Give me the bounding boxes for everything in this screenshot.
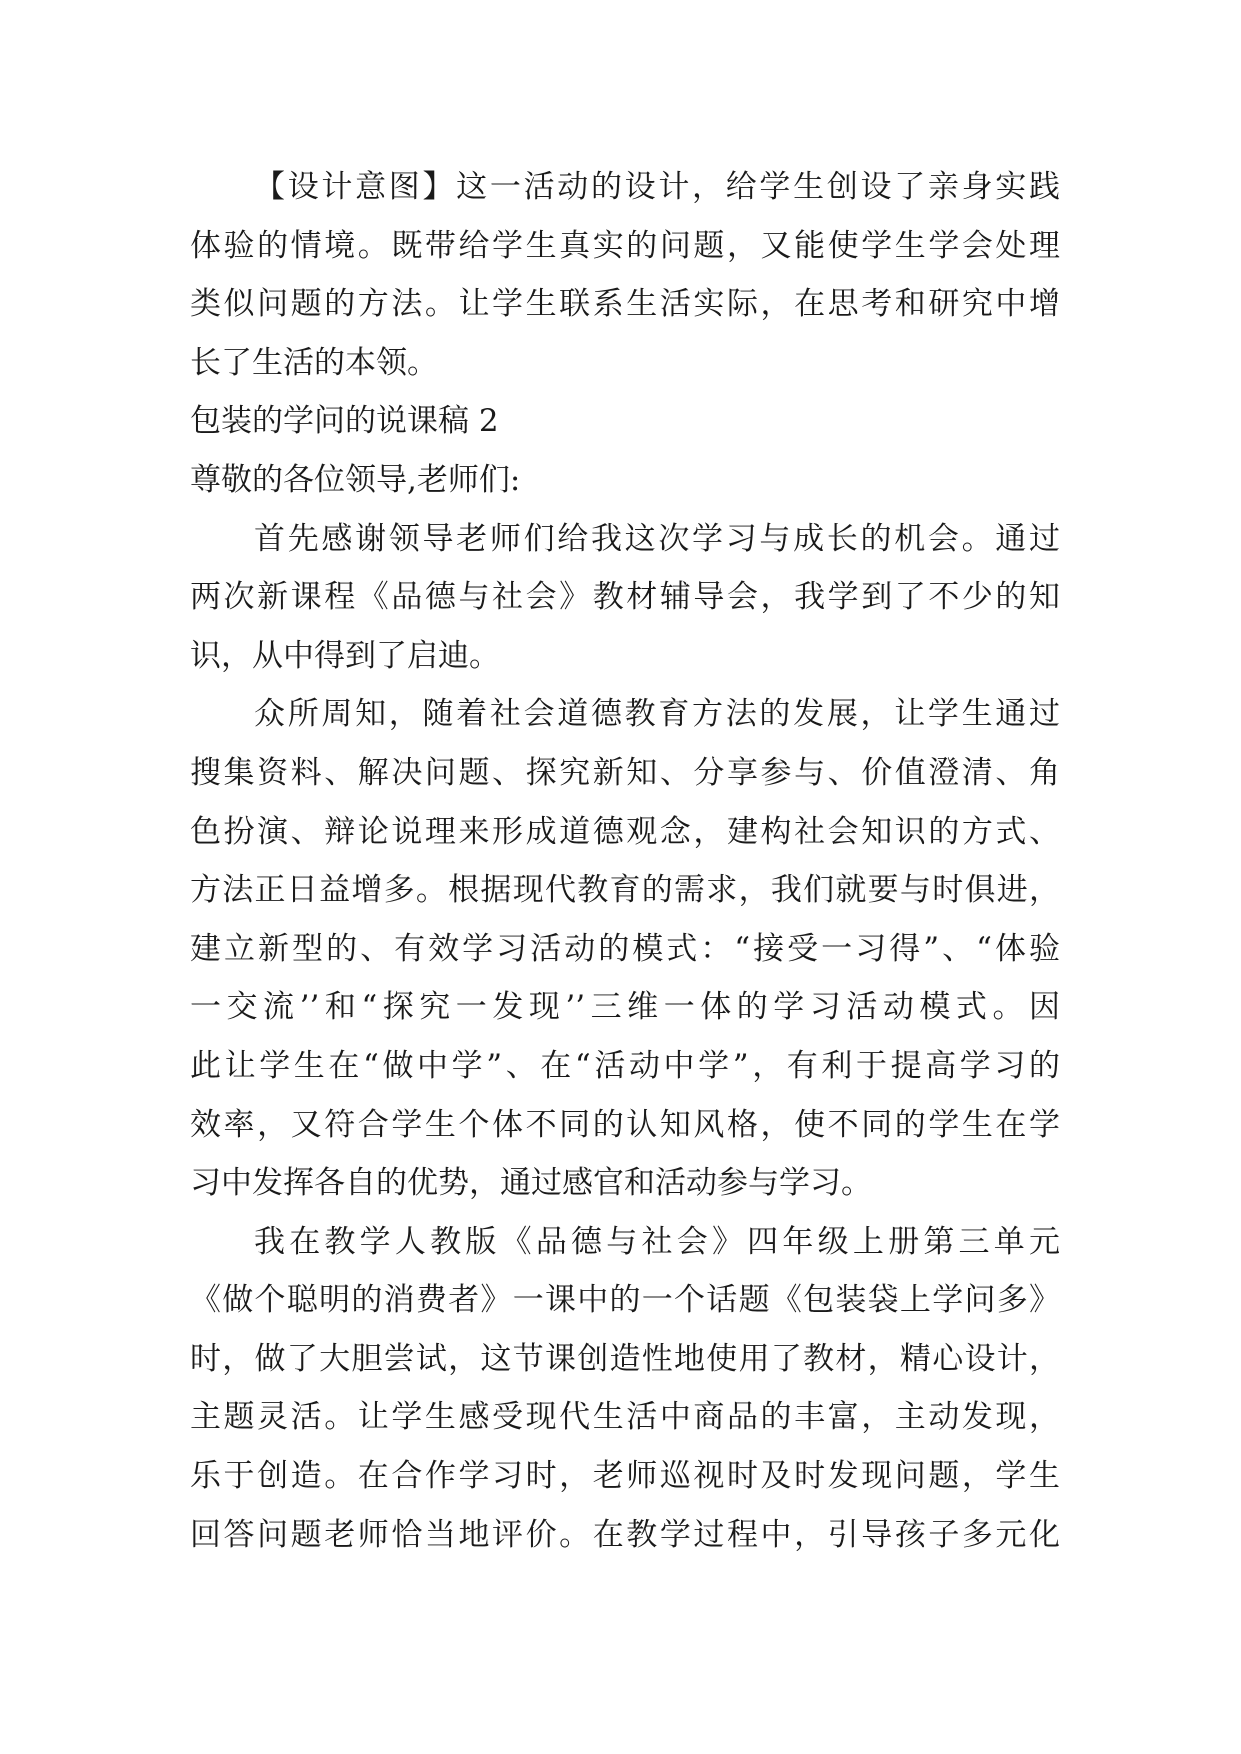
paragraph-line: 识，从中得到了启迪。 [190, 637, 500, 674]
paragraph-line: 效率，又符合学生个体不同的认知风格，使不同的学生在学 [190, 1106, 1060, 1143]
document-body [190, 158, 1060, 1564]
paragraph-line: 色扮演、辩论说理来形成道德观念，建构社会知识的方式、 [190, 813, 1060, 850]
paragraph-line: 首先感谢领导老师们给我这次学习与成长的机会。通过 [254, 520, 1060, 557]
salutation-line: 尊敬的各位领导,老师们: [190, 461, 521, 498]
paragraph-line: 体验的情境。既带给学生真实的问题，又能使学生学会处理 [190, 227, 1060, 264]
paragraph-line: 方法正日益增多。根据现代教育的需求，我们就要与时俱进， [190, 872, 1060, 909]
paragraph-line: 【设计意图】这一活动的设计，给学生创设了亲身实践 [254, 169, 1060, 205]
paragraph-line: 众所周知，随着社会道德教育方法的发展，让学生通过 [254, 696, 1060, 733]
paragraph-line: 搜集资料、解决问题、探究新知、分享参与、价值澄清、角 [190, 754, 1060, 791]
paragraph-line: 乐于创造。在合作学习时，老师巡视时及时发现问题，学生 [190, 1458, 1060, 1495]
paragraph-line: 时，做了大胆尝试，这节课创造性地使用了教材，精心设计， [190, 1340, 1060, 1377]
paragraph-line: 两次新课程《品德与社会》教材辅导会，我学到了不少的知 [190, 579, 1060, 616]
paragraph-line: 一交流’’和“探究一发现’’三维一体的学习活动模式。因 [190, 989, 1060, 1026]
paragraph-line: 我在教学人教版《品德与社会》四年级上册第三单元 [254, 1223, 1060, 1260]
paragraph-line: 建立新型的、有效学习活动的模式：“接受一习得”、“体验 [190, 930, 1060, 967]
paragraph-line: 此让学生在“做中学”、在“活动中学”，有利于提高学习的 [190, 1047, 1060, 1084]
paragraph-line: 回答问题老师恰当地评价。在教学过程中，引导孩子多元化 [190, 1516, 1060, 1553]
paragraph-line: 长了生活的本领。 [190, 344, 438, 381]
paragraph-line: 类似问题的方法。让学生联系生活实际，在思考和研究中增 [190, 286, 1060, 323]
paragraph-line: 习中发挥各自的优势，通过感官和活动参与学习。 [190, 1165, 872, 1202]
paragraph-line: 主题灵活。让学生感受现代生活中商品的丰富，主动发现， [190, 1399, 1060, 1436]
section-title: 包装的学问的说课稿 2 [190, 403, 499, 440]
paragraph-line: 《做个聪明的消费者》一课中的一个话题《包装袋上学问多》 [190, 1282, 1060, 1319]
